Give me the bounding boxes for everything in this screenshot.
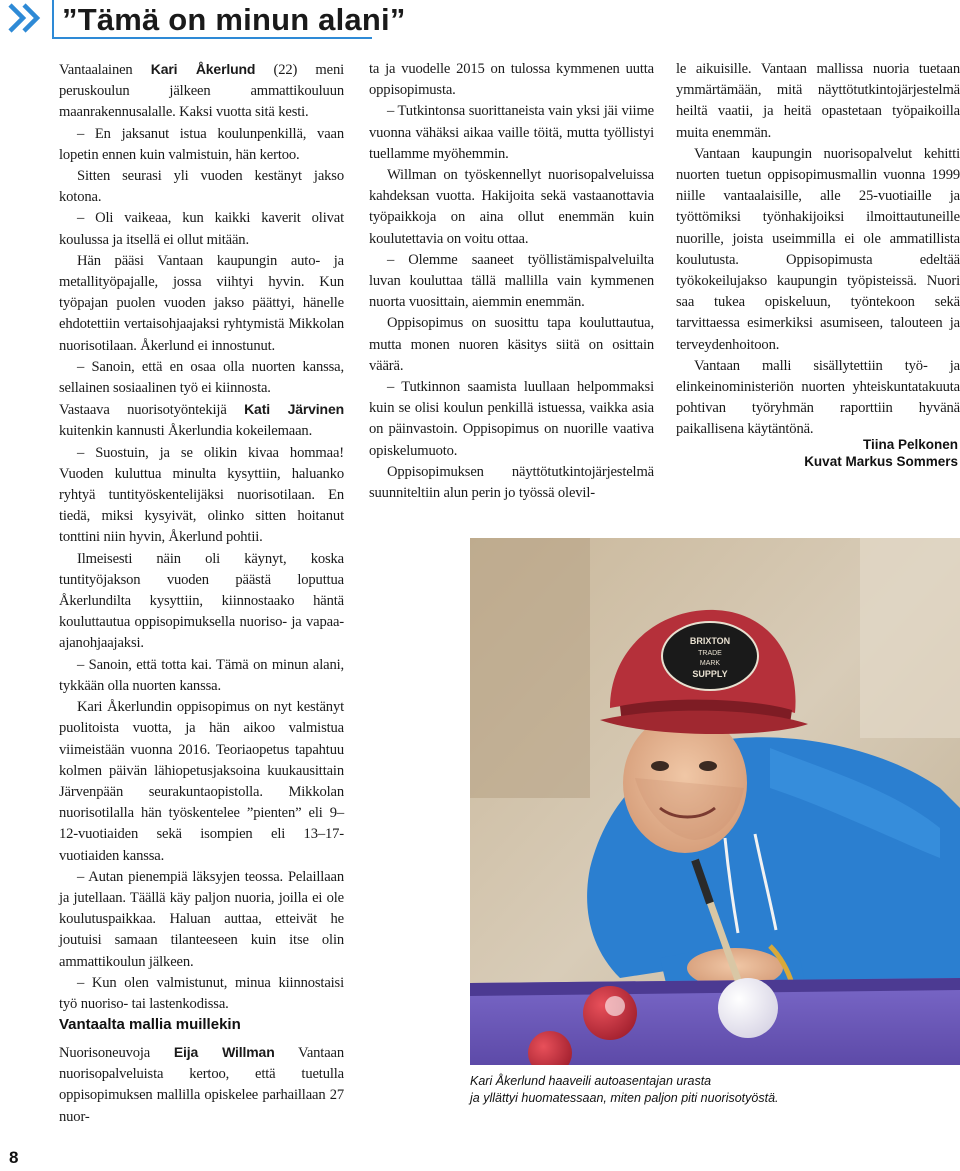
paragraph: Oppisopimus on suosittu tapa kouluttautua, mutta monen nuoren käsitys siitä on osittain väärä.	[369, 315, 654, 374]
paragraph: – Tutkinnon saamista luullaan helpommaksi kuin se olisi koulun penkillä istuessa, vaikka asia on päinvastoin. Oppisopimus on nuorille vaativa opiskelumuoto.	[369, 379, 654, 459]
paragraph: – Oli vaikeaa, kun kaikki kaverit olivat koulussa ja itsellä ei ollut mitään.	[59, 210, 344, 248]
cap-logo-text-1: BRIXTON	[689, 636, 731, 646]
paragraph: – Tutkintonsa suorittaneista vain yksi jäi viime vuonna vähäksi aikaa vaille töitä, mutta työllistyi tuellamme myöhemmin.	[369, 103, 654, 162]
paragraph: Nuorisoneuvoja Eija Willman Vantaan nuorisopalveluista kertoo, että tuetulla oppisopimuksen mallilla opiskelee parhaillaan 27 nuor-	[59, 1044, 345, 1125]
paragraph: Willman on työskennellyt nuorisopalveluissa kahdeksan vuotta. Hakijoita sekä vastaanottavia työpaikkoja on aina ollut enemmän kuin koulutettavia on voitu ottaa.	[369, 167, 654, 247]
paragraph: Sitten seurasi yli vuoden kestänyt jakso kotona.	[59, 168, 344, 206]
paragraph: – Autan pienempiä läksyjen teossa. Pelaillaan ja jutellaan. Täällä käy paljon nuoria, joilla ei ole koulutuspaikkaa. Haluan auttaa, etteivät he joutuisi samaan tilanteeseen kuin itse olin ammattikoulun jälkeen.	[59, 868, 344, 970]
article-column-3	[676, 59, 960, 441]
paragraph: Vantaalainen Kari Åkerlund (22) meni peruskoulun jälkeen ammattikouluun maanrakennusalalle. Kaksi vuotta sitä kesti.	[59, 61, 344, 121]
article-credits	[804, 436, 958, 470]
double-chevron-right-icon	[6, 2, 46, 34]
section-subheading: Vantaalta mallia muillekin	[59, 1016, 241, 1033]
article-column-1	[59, 59, 344, 1015]
paragraph: Vantaan kaupungin nuorisopalvelut kehitti nuorten tuetun oppisopimusmallin vuonna 1999 niille vantaalaisille, alle 25-vuotiaille ja työttömiksi työnhakijoiksi ilmoittautuneille nuorille, joista useimmilla ei ole ammatillista koulutusta. Oppisopimusta edeltää työkokeilujakso kaupungin työpisteissä. Nuori saa tukea opiskeluun, työntekoon sekä tarvittaessa esimerkiksi asumiseen, talouteen ja terveydenhoitoon.	[676, 145, 960, 353]
person-name: Eija Willman	[173, 1044, 275, 1060]
paragraph: – En jaksanut istua koulunpenkillä, vaan lopetin ennen kuin valmistuin, hän kertoo.	[59, 125, 344, 163]
caption-line-2: ja yllättyi huomatessaan, miten paljon piti nuorisotyöstä.	[470, 1091, 779, 1105]
title-bar	[52, 0, 406, 40]
page-title: ”Tämä on minun alani”	[62, 2, 406, 37]
paragraph: – Sanoin, että totta kai. Tämä on minun alani, tykkään olla nuorten kanssa.	[59, 656, 344, 694]
paragraph: Oppisopimuksen näyttötutkintojärjestelmä suunniteltiin alun perin jo työssä olevil-	[369, 463, 654, 502]
paragraph: Vantaan malli sisällytettiin työ- ja elinkeinoministeriön nuorten yhteiskuntatakuuta pohtivan työryhmän raporttiin hyvänä paikallisena käytäntönä.	[676, 357, 960, 438]
page-number: 8	[9, 1148, 19, 1167]
paragraph: – Sanoin, että en osaa olla nuorten kanssa, sellainen sosiaalinen työ ei kiinnosta.	[59, 358, 344, 397]
paragraph: – Suostuin, ja se olikin kivaa hommaa! Vuoden kuluttua minulta kysyttiin, haluanko ryhtyä tuntityöskentelijäksi nuorisotilaan. En tiedä, miksi kysyivät, olinko sitten hoitanut tonttini niin hyvin, Åkerlund pohtii.	[59, 444, 344, 546]
photo-credit: Kuvat Markus Sommers	[804, 454, 958, 469]
paragraph: – Olemme saaneet työllistämispalveluilta luvan kouluttaa tällä mallilla vain kymmenen nuorta vuosittain, aiemmin enemmän.	[369, 251, 654, 311]
cap-logo-text-3: MARK	[699, 660, 721, 667]
article-photo	[470, 538, 960, 1065]
person-name: Kari Åkerlund	[150, 61, 256, 77]
cap-logo-text-4: SUPPLY	[692, 669, 728, 679]
paragraph: Hän pääsi Vantaan kaupungin auto- ja metallityöpajalle, jossa viihtyi hyvin. Kun työpajan puolen vuoden jakso päättyi, hänelle ehdotettiin vertaisohjaajaksi ryhtymistä Mikkolan nuorisotilaan. Åkerlund ei innostunut.	[59, 252, 344, 354]
paragraph: Ilmeisesti näin oli käynyt, koska tuntityöjakson vuoden päästä loputtua Åkerlundilta kysyttiin, kiinnostaako häntä kouluttautua oppisopimuksella nuoriso- ja vapaa-ajanohjaajaksi.	[59, 550, 344, 652]
person-name: Kati Järvinen	[244, 401, 344, 418]
cap-logo-text-2: TRADE	[698, 650, 722, 657]
caption-line-1: Kari Åkerlund haaveili autoasentajan urasta	[470, 1074, 712, 1088]
paragraph: Vastaava nuorisotyöntekijä Kati Järvinen kuitenkin kannusti Åkerlundia kokeilemaan.	[59, 401, 344, 440]
paragraph: ta ja vuodelle 2015 on tulossa kymmenen uutta oppisopimusta.	[369, 61, 654, 99]
article-column-2	[369, 59, 654, 504]
paragraph: – Kun olen valmistunut, minua kiinnostaisi työ nuoriso- tai lastenkodissa.	[59, 974, 344, 1012]
paragraph: le aikuisille. Vantaan mallissa nuoria tuetaan ymmärtämään, mitä näyttötutkintojärjestelmä heiltä vaatii, ja heitä opastetaan työpaikoilla muita enemmän.	[676, 61, 960, 141]
author-credit: Tiina Pelkonen	[862, 437, 958, 452]
article-column-1-continued	[59, 1042, 344, 1128]
paragraph: Kari Åkerlundin oppisopimus on nyt kestänyt puolitoista vuotta, ja hän aikoo valmistua viimeistään vuonna 2016. Teoriaopetus tapahtuu kolmen päivän lähiopetusjaksoina kuukausittain Järvenpään seurakuntaopistolla. Mikkolan nuorisotilalla hän työskentelee ”pienten” eli 9–12-vuotiaiden sekä isompien eli 13–17-vuotiaiden kanssa.	[59, 699, 344, 864]
photo-caption	[470, 1073, 950, 1107]
photo-illustration	[470, 538, 960, 1065]
